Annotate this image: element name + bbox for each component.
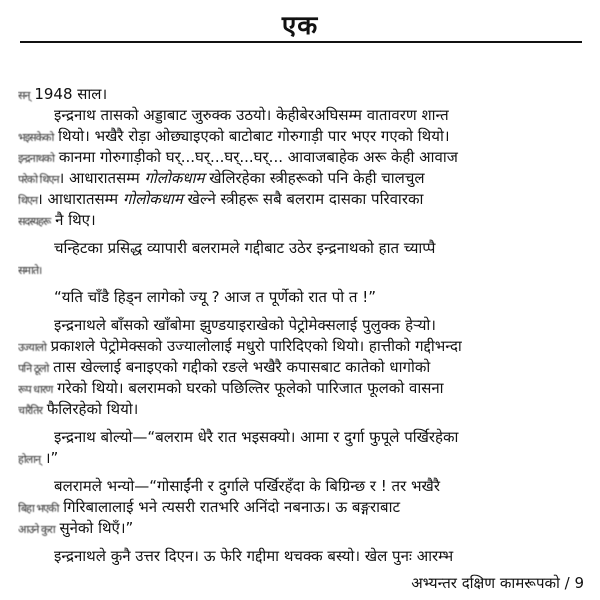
- chapter-title: एक: [281, 11, 319, 41]
- italic-text: गोलोकधाम: [144, 169, 205, 187]
- smudged-text: समाते।: [18, 264, 42, 277]
- line-text: चन्हिटका प्रसिद्ध व्यापारी बलरामले गद्दीबाट उठेर इन्द्रनाथको हात च्याप्पै: [54, 239, 436, 257]
- text-line: [18, 497, 584, 518]
- line-text: इन्द्रनाथ बोल्यो—“बलराम धेरै रात भइसक्यो। आमा र दुर्गा फुपूले पर्खिरहेका: [54, 428, 459, 446]
- line-text: इन्द्रनाथले बाँसको खाँबोमा झुण्डयाइराखेको पेट्रोमेक्सलाई पुलुक्क हेऱ्यो।: [54, 316, 436, 334]
- paragraph-gap: [18, 280, 584, 287]
- text-line: [18, 84, 584, 105]
- text-line: [18, 427, 584, 448]
- text-line: [18, 546, 584, 567]
- smudged-text: आउने कुरा: [18, 523, 55, 536]
- text-line: [18, 189, 584, 210]
- smudged-text: पनि ठूलो: [18, 362, 49, 375]
- line-text: इन्द्रनाथले कुनै उत्तर दिएन। ऊ फेरि गद्दीमा थचक्क बस्यो। खेल पुनः आरम्भ: [54, 547, 454, 565]
- text-line: [18, 448, 584, 469]
- line-text: बलरामले भन्यो—“गोसाईंनी र दुर्गाले पर्खिरहँदा के बिग्रिन्छ र ! तर भखैरै: [54, 477, 440, 495]
- smudged-text: होलान्: [18, 453, 41, 466]
- paragraph-gap: [18, 308, 584, 315]
- paragraph-gap: [18, 231, 584, 238]
- line-text: प्रकाशले पेट्रोमेक्सको उज्यालोलाई मधुरो पारिदिएको थियो। हात्तीको गद्दीभन्दा: [45, 337, 462, 355]
- smudged-text: भइसकेको: [18, 131, 54, 144]
- line-text: सुनेको थिएँ।”: [54, 519, 134, 537]
- text-line: [18, 357, 584, 378]
- smudged-text: इन्द्रनाथको: [18, 152, 54, 165]
- line-text: खेलिरहेका स्त्रीहरूको पनि केही चालचुल: [204, 169, 425, 187]
- smudged-text: चारैतिर: [18, 404, 42, 417]
- line-text: थियो। भखैरै रोड़ा ओछ्याइएको बाटोबाट गोरुगाड़ी पार भएर गएको थियो।: [53, 127, 450, 145]
- text-line: [18, 315, 584, 336]
- paragraph-gap: [18, 539, 584, 546]
- paragraph-gap: [18, 420, 584, 427]
- line-text: गिरिबालालाई भने त्यसरी रातभरि अनिंदो नबनाऊ। ऊ बङ्गराबाट: [58, 498, 401, 516]
- text-line: [18, 287, 584, 308]
- line-text: तास खेल्लाई बनाइएको गद्दीको रङले भखैरै कपासबाट कातेको धागोको: [48, 358, 431, 376]
- page-footer: अभ्यन्तर दक्षिण कामरूपको / 9: [411, 574, 584, 592]
- text-line: [18, 259, 584, 280]
- italic-text: गोलोकधाम: [122, 190, 183, 208]
- line-text: खेल्ने स्त्रीहरू सबै बलराम दासका परिवारका: [182, 190, 424, 208]
- line-text: गरेको थियो। बलरामको घरको पछिल्तिर फूलेको पारिजात फूलको वासना: [52, 379, 444, 397]
- smudged-text: सन्: [18, 89, 30, 102]
- smudged-text: रूप धारण: [18, 383, 53, 396]
- text-line: [18, 518, 584, 539]
- line-text: इन्द्रनाथ तासको अड्डाबाट जुरुक्क उठयो। केहीबेरअघिसम्म वातावरण शान्त: [54, 106, 449, 124]
- text-line: [18, 399, 584, 420]
- line-text: “यति चाँडै हिड्न लागेको ज्यू ? आज त पूर्णेको रात पो त !”: [54, 288, 376, 306]
- text-line: [18, 238, 584, 259]
- smudged-text: परेको थिएन: [18, 173, 59, 186]
- line-text: 1948 साल।: [29, 85, 108, 103]
- text-line: [18, 147, 584, 168]
- line-text: । आधारातसम्म: [37, 190, 123, 208]
- line-text: । आधारातसम्म: [58, 169, 145, 187]
- title-rule: [20, 41, 582, 43]
- text-line: [18, 378, 584, 399]
- text-line: [18, 168, 584, 189]
- paragraph-gap: [18, 469, 584, 476]
- smudged-text: सदस्यहरू: [18, 215, 51, 228]
- text-line: [18, 105, 584, 126]
- smudged-text: बिहा भएकी: [18, 502, 59, 515]
- text-line: [18, 476, 584, 497]
- line-text: कानमा गोरुगाड़ीको घर्...घर्...घर्...घर्... आवाजबाहेक अरू केही आवाज: [53, 148, 458, 166]
- body-text: [18, 84, 584, 567]
- text-line: [18, 210, 584, 231]
- line-text: फैलिरहेको थियो।: [41, 400, 139, 418]
- line-text: नै थिए।: [50, 211, 96, 229]
- smudged-text: उज्यालो: [18, 341, 46, 354]
- smudged-text: थिएन: [18, 194, 38, 207]
- text-line: [18, 336, 584, 357]
- line-text: ।”: [40, 449, 59, 467]
- text-line: [18, 126, 584, 147]
